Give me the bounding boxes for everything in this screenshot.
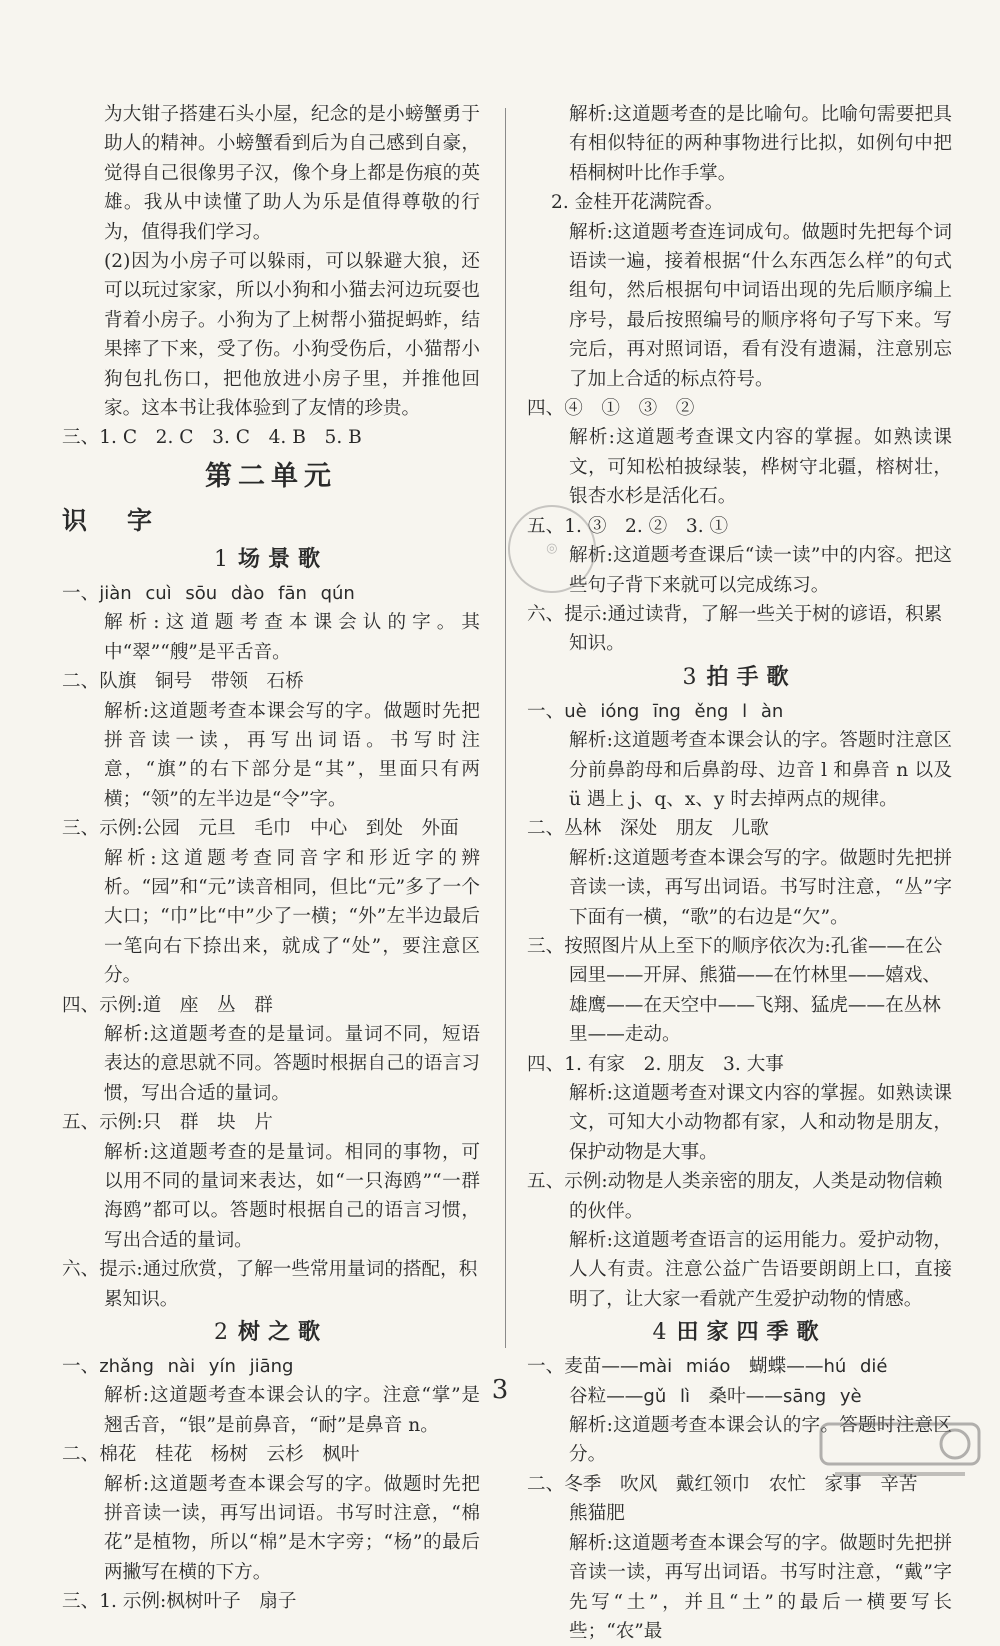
l3-q1-analysis: 解析:这道题考查本课会认的字。答题时注意区分前鼻韵母和后鼻韵母、边音 l 和鼻音 n 以及 ü 遇上 j、q、x、y 时去掉两点的规律。 bbox=[569, 730, 952, 810]
l3-q1-label: 一、 bbox=[527, 700, 565, 722]
l3-q2: 二、丛林 深处 朋友 儿歌 bbox=[527, 818, 769, 840]
r-liu: 六、提示:通过读背，了解一些关于树的谚语，积累知识。 bbox=[527, 603, 943, 655]
r-analysis-2: 解析:这道题考查连词成句。做题时先把每个词语读一遍，接着根据“什么东西怎么样”的句式组句，然后根据句中词语出现的先后顺序编上序号，最后按照编号的顺序将句子写下来。写完后，再对照词语，看有没有遗漏，注意别忘了加上合适的标点符号。 bbox=[569, 221, 952, 390]
l1-q2-analysis: 解析:这道题考查本课会写的字。做题时先把拼音读一读，再写出词语。书写时注意，“旗”的右下部分是“其”，里面只有两横；“领”的左半边是“令”字。 bbox=[104, 700, 480, 810]
l2-q2: 二、棉花 桂花 杨树 云杉 枫叶 bbox=[62, 1444, 360, 1466]
answer-continuation-2: (2)因为小房子可以躲雨，可以躲避大狼，还可以玩过家家，所以小狗和小猫去河边玩耍也背着小房子。小狗为了上树帮小猫捉蚂蚱，结果摔了下来，受了伤。小狗受伤后，小猫帮小狗包扎伤口，把他放进小房子里，并推他回家。这本书让我体验到了友情的珍贵。 bbox=[104, 251, 480, 420]
l3-q5: 五、示例:动物是人类亲密的朋友，人类是动物信赖的伙伴。 bbox=[527, 1171, 943, 1222]
right-column bbox=[527, 100, 952, 1646]
lesson-1-number: 1 bbox=[213, 546, 228, 572]
lesson-2-name: 树之歌 bbox=[237, 1320, 328, 1346]
l3-q1-pinyin: uè ióng īng ěng l àn bbox=[564, 700, 784, 722]
section-title: 识字 bbox=[62, 505, 193, 535]
l3-q3: 三、按照图片从上至下的顺序依次为:孔雀——在公园里——开屏、熊猫——在竹林里——嬉戏、雄鹰——在天空中——飞翔、猛虎——在丛林里——走动。 bbox=[527, 935, 943, 1046]
l1-q2: 二、队旗 铜号 带领 石桥 bbox=[62, 671, 304, 693]
l4-q2: 二、冬季 吹风 戴红领巾 农忙 家事 辛苦 bbox=[527, 1473, 918, 1495]
stamp-seal-icon: ◎ bbox=[497, 494, 608, 605]
l1-q1-label: 一、 bbox=[62, 582, 100, 604]
l2-q3: 三、1. 示例:枫树叶子 扇子 bbox=[62, 1591, 297, 1613]
l1-q4-analysis: 解析:这道题考查的是量词。量词不同，短语表达的意思就不同。答题时根据自己的语言习惯，写出合适的量词。 bbox=[104, 1023, 480, 1104]
l2-q2-analysis: 解析:这道题考查本课会写的字。做题时先把拼音读一读，再写出词语。书写时注意，“棉花”是植物，所以“棉”是木字旁；“杨”的最后两撇写在横的下方。 bbox=[104, 1473, 480, 1583]
l3-q1 bbox=[527, 697, 952, 726]
lesson-2-title bbox=[62, 1314, 480, 1352]
l4-q1a-pinyin: mài miáo bbox=[638, 1356, 731, 1378]
r-analysis-1: 解析:这道题考查的是比喻句。比喻句需要把具有相似特征的两种事物进行比拟，如例句中把梧桐树叶比作手掌。 bbox=[569, 104, 952, 184]
lesson-1-name: 场景歌 bbox=[237, 546, 328, 572]
l4-q1d-pinyin: sāng yè bbox=[782, 1385, 862, 1407]
lesson-4-title bbox=[527, 1314, 952, 1352]
l2-q1-label: 一、 bbox=[62, 1356, 100, 1378]
l3-q2-analysis: 解析:这道题考查本课会写的字。做题时先把拼音读一读，再写出词语。书写时注意，“丛”字下面有一横，“歌”的右边是“欠”。 bbox=[569, 847, 952, 928]
lesson-4-number: 4 bbox=[652, 1320, 667, 1346]
l1-q6: 六、提示:通过欣赏，了解一些常用量词的搭配，积累知识。 bbox=[62, 1259, 478, 1310]
l4-q1d-label: 桑叶—— bbox=[689, 1385, 783, 1407]
l1-q5: 五、示例:只 群 块 片 bbox=[62, 1112, 273, 1134]
l1-q1-pinyin: jiàn cuì sōu dào fān qún bbox=[99, 582, 355, 604]
l2-q1-analysis: 解析:这道题考查本课会认的字。注意“掌”是翘舌音，“银”是前鼻音，“耐”是鼻音 n。 bbox=[104, 1385, 480, 1436]
column-divider bbox=[505, 108, 506, 1348]
l4-q1c-label: 谷粒—— bbox=[569, 1385, 644, 1407]
corner-watermark-logo-icon bbox=[815, 1418, 985, 1486]
l1-q4: 四、示例:道 座 丛 群 bbox=[62, 994, 273, 1016]
l1-q3-analysis: 解析:这道题考查同音字和形近字的辨析。“园”和“元”读音相同，但比“元”多了一个大口；“巾”比“中”少了一横；“外”左半边最后一笔向右下捺出来，就成了“处”，要注意区分。 bbox=[104, 847, 480, 987]
l4-q1a-label: 一、麦苗—— bbox=[527, 1356, 639, 1378]
l3-q5-analysis: 解析:这道题考查语言的运用能力。爱护动物，人人有责。注意公益广告语要朗朗上口，直接明了，让大家一看就产生爱护动物的情感。 bbox=[569, 1230, 952, 1310]
l4-q2-cont: 熊猫肥 bbox=[569, 1503, 625, 1525]
r-item-2: 2. 金桂开花满院香。 bbox=[551, 192, 724, 214]
l4-q1b-label: 蝴蝶—— bbox=[730, 1356, 824, 1378]
l4-q2-analysis: 解析:这道题考查本课会写的字。做题时先把拼音读一读，再写出词语。书写时注意，“戴”字先写“土”，并且“土”的最后一横要写长些；“农”最 bbox=[569, 1532, 952, 1642]
answer-san: 三、1. C 2. C 3. C 4. B 5. B bbox=[62, 427, 362, 449]
l2-q1-pinyin: zhǎng nài yín jiāng bbox=[99, 1356, 294, 1378]
r-si: 四、④ ① ③ ② bbox=[527, 398, 695, 420]
page-number: 3 bbox=[491, 1375, 509, 1405]
lesson-4-name: 田家四季歌 bbox=[676, 1320, 827, 1346]
l3-q4: 四、1. 有家 2. 朋友 3. 大事 bbox=[527, 1053, 784, 1075]
l3-q4-analysis: 解析:这道题考查对课文内容的掌握。如熟读课文，可知大小动物都有家，人和动物是朋友，保护动物是大事。 bbox=[569, 1083, 952, 1163]
answer-continuation-1: 为大钳子搭建石头小屋，纪念的是小螃蟹勇于助人的精神。小螃蟹看到后为自己感到自豪，觉得自己很像男子汉，像个身上都是伤痕的英雄。我从中读懂了助人为乐是值得尊敬的行为，值得我们学习。 bbox=[104, 104, 480, 243]
r-si-analysis: 解析:这道题考查课文内容的掌握。如熟读课文，可知松柏披绿装，桦树守北疆，榕树壮，银杏水杉是活化石。 bbox=[569, 427, 952, 508]
unit-title: 第二单元 bbox=[205, 460, 337, 492]
l4-q1b-pinyin: hú dié bbox=[823, 1356, 888, 1378]
lesson-3-number: 3 bbox=[682, 664, 697, 690]
l1-q1-analysis: 解析:这道题考查本课会认的字。其中“翠”“艘”是平舌音。 bbox=[104, 612, 480, 663]
l1-q5-analysis: 解析:这道题考查的是量词。相同的事物，可以用不同的量词来表达，如“一只海鸥”“一群海鸥”都可以。答题时根据自己的语言习惯，写出合适的量词。 bbox=[104, 1141, 480, 1251]
lesson-3-name: 拍手歌 bbox=[706, 664, 797, 690]
watermark-logo-graphic bbox=[815, 1418, 985, 1484]
l4-q1-analysis: 解析:这道题考查本课会认的字。答题时注意区分。 bbox=[569, 1415, 952, 1466]
l1-q1 bbox=[62, 579, 480, 608]
l1-q3: 三、示例:公园 元旦 毛巾 中心 到处 外面 bbox=[62, 818, 459, 840]
l4-q1c-pinyin: gǔ lì bbox=[643, 1385, 690, 1407]
r-wu: 五、1. ③ 2. ② 3. ① bbox=[527, 515, 729, 537]
r-wu-analysis: 解析:这道题考查课后“读一读”中的内容。把这些句子背下来就可以完成练习。 bbox=[569, 545, 952, 596]
lesson-2-number: 2 bbox=[213, 1320, 228, 1346]
lesson-3-title bbox=[527, 659, 952, 697]
lesson-1-title bbox=[62, 541, 480, 579]
